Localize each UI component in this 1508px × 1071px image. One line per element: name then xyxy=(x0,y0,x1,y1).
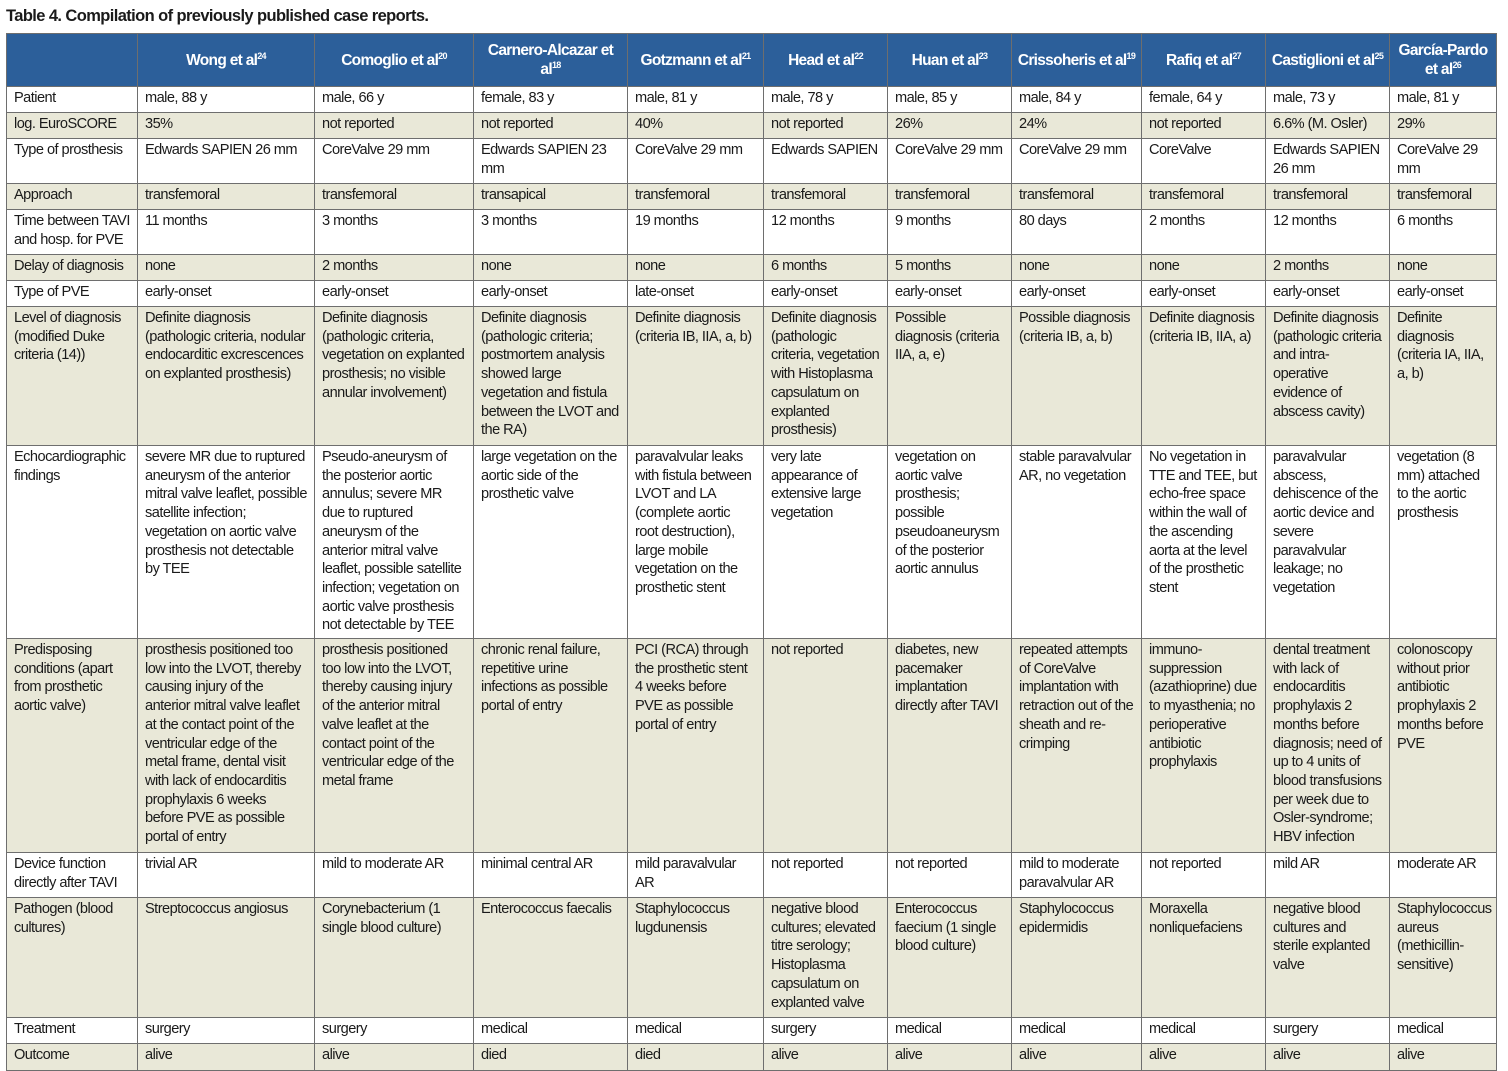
table-row xyxy=(7,853,1497,898)
table-cell: medical xyxy=(1390,1018,1497,1044)
column-header: Rafiq et $al^{27}$ xyxy=(1142,34,1266,87)
table-cell: early-onset xyxy=(888,281,1012,307)
table-cell: 2 months xyxy=(1142,210,1266,255)
table-row xyxy=(7,446,1497,639)
row-label: Patient xyxy=(7,87,138,113)
table-row xyxy=(7,139,1497,184)
table-cell: paravalvular abscess, dehiscence of the aortic device and severe paravalvular leakage; no vegetation xyxy=(1266,446,1390,639)
table-cell: 6.6% (M. Osler) xyxy=(1266,113,1390,139)
table-row xyxy=(7,184,1497,210)
table-cell: male, 88 y xyxy=(138,87,315,113)
table-cell: late-onset xyxy=(628,281,764,307)
table-cell: none xyxy=(474,255,628,281)
table-cell: Edwards SAPIEN 26 mm xyxy=(1266,139,1390,184)
table-cell: 19 months xyxy=(628,210,764,255)
table-cell: transapical xyxy=(474,184,628,210)
table-cell: early-onset xyxy=(1012,281,1142,307)
row-label: Delay of diagnosis xyxy=(7,255,138,281)
table-row xyxy=(7,255,1497,281)
table-cell: early-onset xyxy=(138,281,315,307)
table-cell: 24% xyxy=(1012,113,1142,139)
table-row xyxy=(7,898,1497,1018)
row-label: Time between TAVI and hosp. for PVE xyxy=(7,210,138,255)
table-cell: stable paravalvular AR, no vegetation xyxy=(1012,446,1142,639)
table-cell: none xyxy=(1390,255,1497,281)
table-cell: died xyxy=(474,1044,628,1071)
table-cell: Definite diagnosis (pathologic criteria, nodular endocarditic excrescences on explanted prosthesis) xyxy=(138,307,315,446)
table-cell: transfemoral xyxy=(764,184,888,210)
table-cell: Corynebacterium (1 single blood culture) xyxy=(315,898,474,1018)
row-label: Outcome xyxy=(7,1044,138,1071)
table-cell: early-onset xyxy=(1390,281,1497,307)
table-cell: Edwards SAPIEN 26 mm xyxy=(138,139,315,184)
table-cell: transfemoral xyxy=(315,184,474,210)
table-cell: medical xyxy=(474,1018,628,1044)
table-cell: not reported xyxy=(764,113,888,139)
table-cell: Staphylococcus epidermidis xyxy=(1012,898,1142,1018)
table-cell: 40% xyxy=(628,113,764,139)
table-cell: vegetation (8 mm) attached to the aortic prosthesis xyxy=(1390,446,1497,639)
table-cell: CoreValve 29 mm xyxy=(1390,139,1497,184)
table-cell: surgery xyxy=(138,1018,315,1044)
table-cell: PCI (RCA) through the prosthetic stent 4 weeks before PVE as possible portal of entry xyxy=(628,639,764,853)
table-cell: Pseudo-aneurysm of the posterior aortic annulus; severe MR due to ruptured aneurysm of the anterior mitral valve leaflet, possible satellite infection; vegetation on aortic valve prosthesis not detectable by TEE xyxy=(315,446,474,639)
table-cell: transfemoral xyxy=(138,184,315,210)
table-cell: CoreValve 29 mm xyxy=(315,139,474,184)
row-label: Type of prosthesis xyxy=(7,139,138,184)
table-cell: 29% xyxy=(1390,113,1497,139)
table-cell: Enterococcus faecalis xyxy=(474,898,628,1018)
table-cell: mild AR xyxy=(1266,853,1390,898)
table-cell: 6 months xyxy=(764,255,888,281)
table-cell: early-onset xyxy=(315,281,474,307)
table-cell: Edwards SAPIEN xyxy=(764,139,888,184)
table-cell: not reported xyxy=(1142,853,1266,898)
column-header: Castiglioni et $al^{25}$ xyxy=(1266,34,1390,87)
table-cell: Definite diagnosis (pathologic criteria, vegetation on explanted prosthesis; no visible annular involvement) xyxy=(315,307,474,446)
table-cell: mild to moderate AR xyxy=(315,853,474,898)
table-cell: alive xyxy=(1012,1044,1142,1071)
table-cell: male, 81 y xyxy=(1390,87,1497,113)
table-cell: paravalvular leaks with fistula between LVOT and LA (complete aortic root destruction), large mobile vegetation on the prosthetic stent xyxy=(628,446,764,639)
table-cell: male, 81 y xyxy=(628,87,764,113)
table-cell: alive xyxy=(138,1044,315,1071)
table-cell: CoreValve 29 mm xyxy=(628,139,764,184)
table-cell: transfemoral xyxy=(1012,184,1142,210)
table-cell: 12 months xyxy=(764,210,888,255)
table-cell: not reported xyxy=(764,853,888,898)
table-cell: repeated attempts of CoreValve implantation with retraction out of the sheath and re-crimping xyxy=(1012,639,1142,853)
row-label: Level of diagnosis (modified Duke criteria (14)) xyxy=(7,307,138,446)
table-cell: alive xyxy=(1142,1044,1266,1071)
column-header: Comoglio et $al^{20}$ xyxy=(315,34,474,87)
table-cell: 2 months xyxy=(315,255,474,281)
table-cell: diabetes, new pacemaker implantation directly after TAVI xyxy=(888,639,1012,853)
table-title: Table 4. Compilation of previously published case reports. xyxy=(6,7,429,25)
row-label: Pathogen (blood cultures) xyxy=(7,898,138,1018)
table-cell: male, 78 y xyxy=(764,87,888,113)
table-cell: medical xyxy=(1142,1018,1266,1044)
table-cell: large vegetation on the aortic side of the prosthetic valve xyxy=(474,446,628,639)
table-cell: Definite diagnosis (criteria IB, IIA, a, b) xyxy=(628,307,764,446)
column-header: Huan et $al^{23}$ xyxy=(888,34,1012,87)
table-row xyxy=(7,639,1497,853)
table-cell: 26% xyxy=(888,113,1012,139)
table-cell: none xyxy=(628,255,764,281)
table-cell: Streptococcus angiosus xyxy=(138,898,315,1018)
case-reports-table xyxy=(6,33,1497,1071)
table-cell: Definite diagnosis (pathologic criteria and intra-operative evidence of abscess cavity) xyxy=(1266,307,1390,446)
table-cell: Edwards SAPIEN 23 mm xyxy=(474,139,628,184)
table-cell: not reported xyxy=(1142,113,1266,139)
table-row xyxy=(7,1044,1497,1071)
table-cell: prosthesis positioned too low into the LVOT, thereby causing injury of the anterior mitral valve leaflet at the contact point of the ventricular edge of the metal frame, dental visit with lack of endocarditis prophylaxis 6 weeks before PVE as possible portal of entry xyxy=(138,639,315,853)
table-cell: surgery xyxy=(1266,1018,1390,1044)
table-cell: transfemoral xyxy=(888,184,1012,210)
table-cell: not reported xyxy=(315,113,474,139)
table-cell: negative blood cultures; elevated titre serology; Histoplasma capsulatum on explanted valve xyxy=(764,898,888,1018)
table-cell: colonoscopy without prior antibiotic prophylaxis 2 months before PVE xyxy=(1390,639,1497,853)
table-cell: died xyxy=(628,1044,764,1071)
row-label: Approach xyxy=(7,184,138,210)
table-cell: transfemoral xyxy=(1266,184,1390,210)
table-cell: 9 months xyxy=(888,210,1012,255)
table-row xyxy=(7,1018,1497,1044)
table-cell: transfemoral xyxy=(1390,184,1497,210)
table-cell: medical xyxy=(1012,1018,1142,1044)
table-cell: alive xyxy=(1266,1044,1390,1071)
table-cell: Possible diagnosis (criteria IIA, a, e) xyxy=(888,307,1012,446)
table-cell: early-onset xyxy=(764,281,888,307)
row-label: Predisposing conditions (apart from prosthetic aortic valve) xyxy=(7,639,138,853)
table-cell: Definite diagnosis (pathologic criteria, vegetation with Histoplasma capsulatum on explanted prosthesis) xyxy=(764,307,888,446)
row-label: Treatment xyxy=(7,1018,138,1044)
table-cell: alive xyxy=(1390,1044,1497,1071)
row-label: Device function directly after TAVI xyxy=(7,853,138,898)
table-cell: not reported xyxy=(474,113,628,139)
table-cell: female, 64 y xyxy=(1142,87,1266,113)
table-row xyxy=(7,307,1497,446)
table-cell: very late appearance of extensive large vegetation xyxy=(764,446,888,639)
table-cell: male, 84 y xyxy=(1012,87,1142,113)
table-cell: male, 85 y xyxy=(888,87,1012,113)
table-cell: male, 73 y xyxy=(1266,87,1390,113)
table-cell: Definite diagnosis (criteria IA, IIA, a, b) xyxy=(1390,307,1497,446)
table-cell: Definite diagnosis (pathologic criteria; postmortem analysis showed large vegetation and fistula between the LVOT and the RA) xyxy=(474,307,628,446)
table-cell: Moraxella nonliquefaciens xyxy=(1142,898,1266,1018)
row-label: log. EuroSCORE xyxy=(7,113,138,139)
table-cell: alive xyxy=(888,1044,1012,1071)
row-label: Echocardiographic findings xyxy=(7,446,138,639)
column-header: Carnero-Alcazar et $al^{18}$ xyxy=(474,34,628,87)
table-cell: surgery xyxy=(315,1018,474,1044)
table-cell: 5 months xyxy=(888,255,1012,281)
table-cell: surgery xyxy=(764,1018,888,1044)
table-cell: none xyxy=(138,255,315,281)
table-cell: Staphylococcus lugdunensis xyxy=(628,898,764,1018)
table-cell: 80 days xyxy=(1012,210,1142,255)
column-header: Crissoheris et $al^{19}$ xyxy=(1012,34,1142,87)
table-cell: transfemoral xyxy=(1142,184,1266,210)
table-cell: 3 months xyxy=(315,210,474,255)
header-label-cell xyxy=(7,34,138,87)
table-cell: prosthesis positioned too low into the LVOT, thereby causing injury of the anterior mitral valve leaflet at the contact point of the ventricular edge of the metal frame xyxy=(315,639,474,853)
table-cell: CoreValve xyxy=(1142,139,1266,184)
table-cell: 11 months xyxy=(138,210,315,255)
column-header: Gotzmann et $al^{21}$ xyxy=(628,34,764,87)
table-cell: negative blood cultures and sterile explanted valve xyxy=(1266,898,1390,1018)
table-cell: not reported xyxy=(764,639,888,853)
table-cell: none xyxy=(1142,255,1266,281)
table-cell: early-onset xyxy=(474,281,628,307)
table-cell: Staphylococcus aureus (methicillin-sensitive) xyxy=(1390,898,1497,1018)
table-cell: transfemoral xyxy=(628,184,764,210)
table-cell: early-onset xyxy=(1142,281,1266,307)
table-cell: alive xyxy=(764,1044,888,1071)
table-cell: female, 83 y xyxy=(474,87,628,113)
table-cell: medical xyxy=(628,1018,764,1044)
table-cell: 6 months xyxy=(1390,210,1497,255)
table-cell: Enterococcus faecium (1 single blood culture) xyxy=(888,898,1012,1018)
column-header: García-Pardo et $al^{26}$ xyxy=(1390,34,1497,87)
table-cell: alive xyxy=(315,1044,474,1071)
table-cell: CoreValve 29 mm xyxy=(888,139,1012,184)
table-cell: none xyxy=(1012,255,1142,281)
table-cell: early-onset xyxy=(1266,281,1390,307)
table-row xyxy=(7,87,1497,113)
table-cell: No vegetation in TTE and TEE, but echo-free space within the wall of the ascending aorta at the level of the prosthetic stent xyxy=(1142,446,1266,639)
table-cell: 35% xyxy=(138,113,315,139)
table-cell: CoreValve 29 mm xyxy=(1012,139,1142,184)
table-cell: moderate AR xyxy=(1390,853,1497,898)
table-cell: dental treatment with lack of endocarditis prophylaxis 2 months before diagnosis; need of up to 4 units of blood transfusions per week due to Osler-syndrome; HBV infection xyxy=(1266,639,1390,853)
table-cell: medical xyxy=(888,1018,1012,1044)
table-row xyxy=(7,113,1497,139)
table-cell: vegetation on aortic valve prosthesis; possible pseudoaneurysm of the posterior aortic annulus xyxy=(888,446,1012,639)
table-cell: 2 months xyxy=(1266,255,1390,281)
column-header: Wong et $al^{24}$ xyxy=(138,34,315,87)
table-cell: trivial AR xyxy=(138,853,315,898)
table-cell: 3 months xyxy=(474,210,628,255)
table-cell: immuno-suppression (azathioprine) due to myasthenia; no perioperative antibiotic prophylaxis xyxy=(1142,639,1266,853)
table-cell: mild paravalvular AR xyxy=(628,853,764,898)
header-row xyxy=(7,34,1497,87)
table-cell: 12 months xyxy=(1266,210,1390,255)
table-cell: Definite diagnosis (criteria IB, IIA, a) xyxy=(1142,307,1266,446)
table-cell: minimal central AR xyxy=(474,853,628,898)
row-label: Type of PVE xyxy=(7,281,138,307)
table-cell: Possible diagnosis (criteria IB, a, b) xyxy=(1012,307,1142,446)
table-row xyxy=(7,210,1497,255)
table-cell: severe MR due to ruptured aneurysm of the anterior mitral valve leaflet, possible satellite infection; vegetation on aortic valve prosthesis not detectable by TEE xyxy=(138,446,315,639)
column-header: Head et $al^{22}$ xyxy=(764,34,888,87)
table-cell: male, 66 y xyxy=(315,87,474,113)
table-cell: chronic renal failure, repetitive urine infections as possible portal of entry xyxy=(474,639,628,853)
table-row xyxy=(7,281,1497,307)
table-cell: not reported xyxy=(888,853,1012,898)
table-cell: mild to moderate paravalvular AR xyxy=(1012,853,1142,898)
